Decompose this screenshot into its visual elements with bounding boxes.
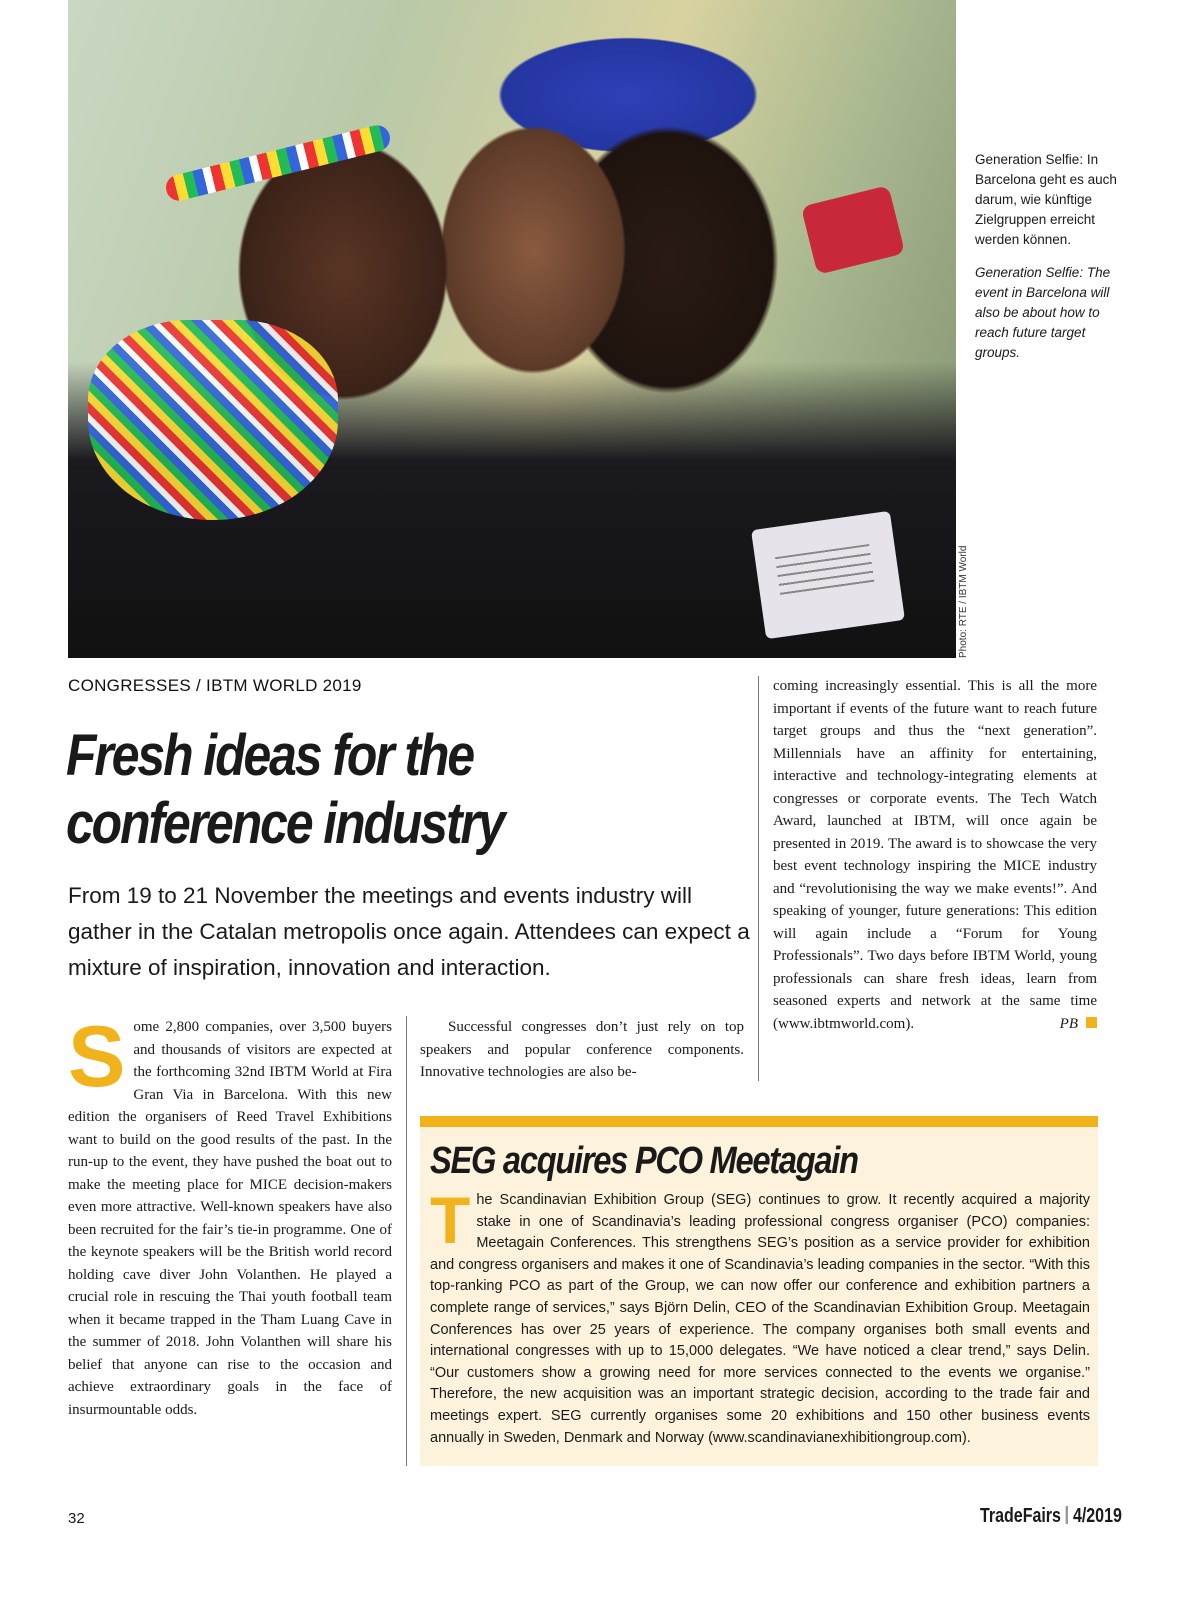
exhibitor-badge: [751, 511, 905, 639]
box-text: The Scandinavian Exhibition Group (SEG) continues to grow. It recently acquired a majority stake in one of Scandinavia’s leading professional congress organiser (PCO) companies: Meetagain Conferences. This strengthens SEG’s position as a service provider for exhibition and congress organisers and makes it one of Scandinavia’s leading companies in the sector. “With this top-ranking PCO as part of the Group, we can now offer our conference and exhibition partners a complete range of services,” says Björn Delin, CEO of the Scandinavian Exhibition Group. Meetagain Conferences has over 25 years of experience. The company organises both small events and international congresses with up to 15,000 delegates. “We have noticed a clear trend,” says Delin. “Our customers show a growing need for more services connected to the events we organise.” Therefore, the new acquisition was an important strategic decision, according to the trade fair and meetings expert. SEG currently organises some 20 exhibitions and 150 other business events annually in Sweden, Denmark and Norway (www.scandinavianexhibitiongroup.com).: [430, 1183, 1090, 1446]
photo-caption: [975, 150, 1125, 376]
article-column-1: Some 2,800 companies, over 3,500 buyers and thousands of visitors are expected at the forthcoming 32nd IBTM World at Fira Gran Via in Barcelona. With this new edition the organisers of Reed Travel Exhibitions want to build on the good results of the past. In the run-up to the event, they have pushed the boat out to make the meeting place for MICE decision-makers even more attractive. Well-known speakers have also been recruited for the fair’s tie-in programme. One of the keynote speakers will be the British world record holding cave diver John Volanthen. He played a crucial role in rescuing the Thai youth football team when it became trapped in the Tham Luang Cave in the summer of 2018. John Volanthen will share his belief that anyone can rise to the occasion and achieve extraordinary goals in the face of insurmountable odds.: [68, 1009, 392, 1418]
article-headline: Fresh ideas for the conference industry: [66, 723, 504, 856]
box-drop-cap: T: [430, 1183, 471, 1257]
article-deck: From 19 to 21 November the meetings and events industry will gather in the Catalan metropolis once again. Attendees can expect a mixture of inspiration, innovation and interaction.: [68, 883, 750, 980]
end-mark: [1086, 1017, 1097, 1028]
beaded-collar: [88, 320, 338, 520]
caption-german: Generation Selfie: In Barcelona geht es auch darum, wie künftige Zielgruppen erreicht werden können.: [975, 152, 1117, 247]
author-signature: PB: [1059, 1015, 1078, 1032]
section-kicker: CONGRESSES / IBTM WORLD 2019: [68, 676, 362, 695]
caption-english: Generation Selfie: The event in Barcelona will also be about how to reach future target groups.: [975, 265, 1111, 360]
box-accent-bar: [420, 1116, 1098, 1127]
column-divider: [406, 1016, 407, 1466]
article-column-3: coming increasingly essential. This is all the more important if events of the future want to reach future target groups and thus the “next generation”. Millennials have an affinity for entertaining, interactive and technology-integrating elements at congresses or corporate events. The Tech Watch Award, launched at IBTM, will once again be presented in 2019. The award is to showcase the very best event technology inspiring the MICE industry and “revolutionising the way we make events!”. And speaking of younger, future generations: This edition will again include a “Forum for Young Professionals”. Two days before IBTM World, young professionals can share fresh ideas, learn from seasoned experts and network at the same time (www.ibtmworld.com). PB: [773, 678, 1097, 1032]
box-title: SEG acquires PCO Meetagain: [430, 1140, 858, 1182]
beaded-headband: [163, 123, 392, 204]
drop-cap: S: [68, 1009, 126, 1105]
column-divider: [758, 676, 759, 1081]
magazine-brand: TradeFairs 4/2019: [980, 1505, 1122, 1527]
news-box: [420, 1116, 1098, 1466]
page-number: 32: [68, 1510, 85, 1527]
smartphone: [801, 185, 905, 275]
hero-photo: [68, 0, 956, 658]
photo-credit: Photo: RTE / IBTM World: [958, 545, 969, 658]
article-column-2: Successful congresses don’t just rely on top speakers and popular conference components. Innovative technologies are also be-: [420, 1019, 744, 1080]
